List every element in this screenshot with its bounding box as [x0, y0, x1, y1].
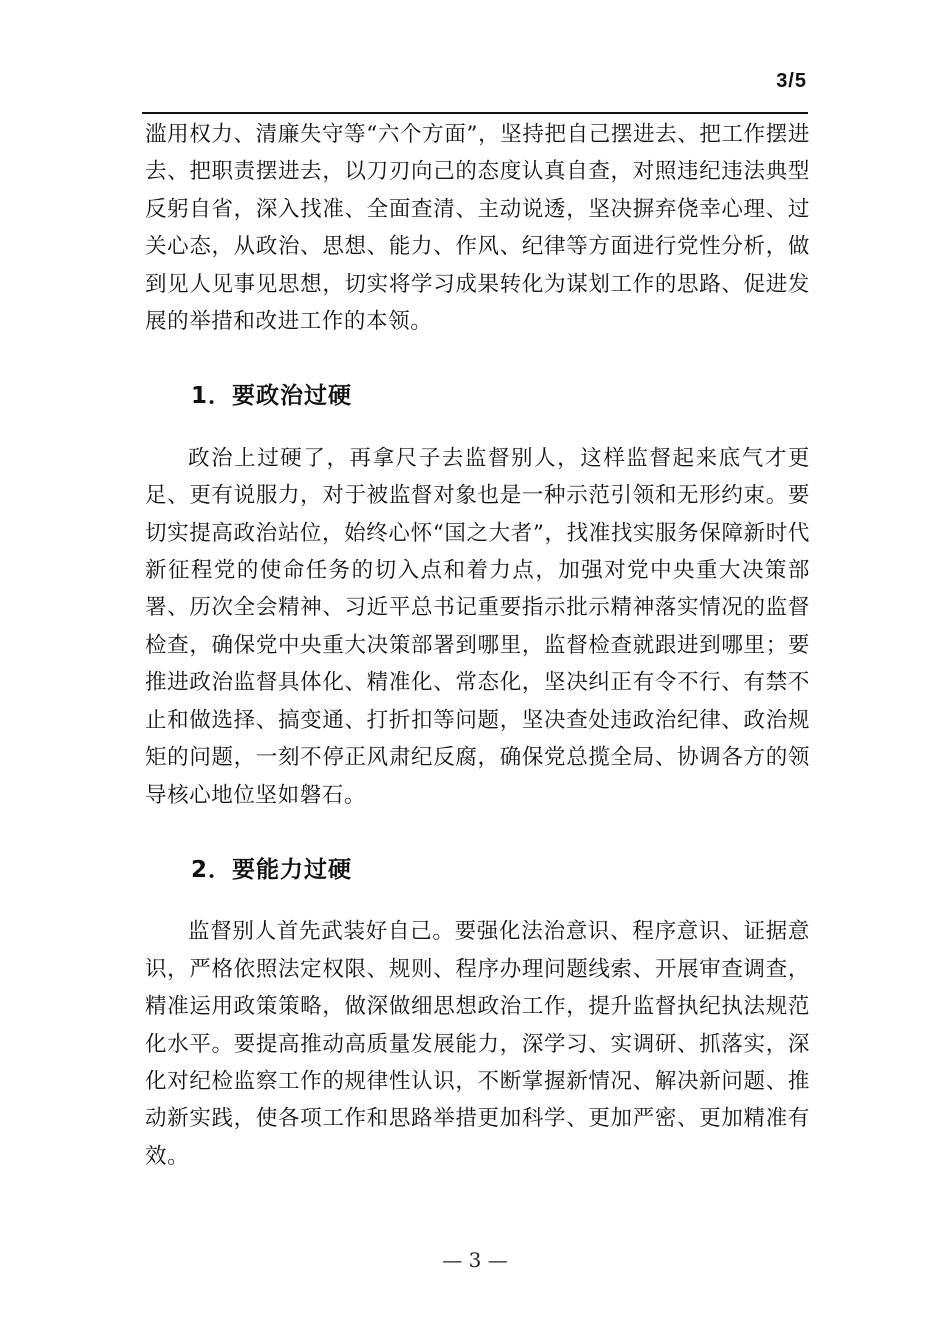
page-counter: 3/5 — [776, 70, 807, 92]
spacer — [145, 889, 810, 913]
spacer — [145, 814, 810, 852]
paragraph-political: 政治上过硬了，再拿尺子去监督别人，这样监督起来底气才更足、更有说服力，对于被监督对象也是一种示范引领和无形约束。要切实提高政治站位，始终心怀“国之大者”，找准找实服务保障新时代新征程党的使命任务的切入点和着力点，加强对党中央重大决策部署、历次全会精神、习近平总书记重要指示批示精神落实情况的监督检查，确保党中央重大决策部署到哪里，监督检查就跟进到哪里；要推进政治监督具体化、精准化、常态化，坚决纠正有令不行、有禁不止和做选择、搞变通、打折扣等问题，坚决查处违政治纪律、政治规矩的问题，一刻不停正风肃纪反腐，确保党总揽全局、协调各方的领导核心地位坚如磐石。 — [145, 445, 810, 808]
section-heading-ability: 2．要能力过硬 — [191, 856, 353, 883]
document-body — [145, 116, 810, 1175]
spacer — [145, 416, 810, 440]
spacer — [145, 340, 810, 378]
page-number: — 3 — — [442, 1248, 508, 1272]
section-heading-political: 1．要政治过硬 — [191, 383, 353, 410]
paragraph-ability: 监督别人首先武装好自己。要强化法治意识、程序意识、证据意识，严格依照法定权限、规则、程序办理问题线索、开展审查调查，精准运用政策策略，做深做细思想政治工作，提升监督执纪执法规范化水平。要提高推动高质量发展能力，深学习、实调研、抓落实，深化对纪检监察工作的规律性认识，不断掌握新情况、解决新问题、推动新实践，使各项工作和思路举措更加科学、更加严密、更加精准有效。 — [145, 919, 810, 1169]
paragraph-continued: 滥用权力、清廉失守等“六个方面”，坚持把自己摆进去、把工作摆进去、把职责摆进去，以刀刃向己的态度认真自查，对照违纪违法典型反躬自省，深入找准、全面查清、主动说透，坚决摒弃侥幸心理、过关心态，从政治、思想、能力、作风、纪律等方面进行党性分析，做到见人见事见思想，切实将学习成果转化为谋划工作的思路、促进发展的举措和改进工作的本领。 — [145, 122, 810, 335]
header-rule — [142, 112, 808, 114]
